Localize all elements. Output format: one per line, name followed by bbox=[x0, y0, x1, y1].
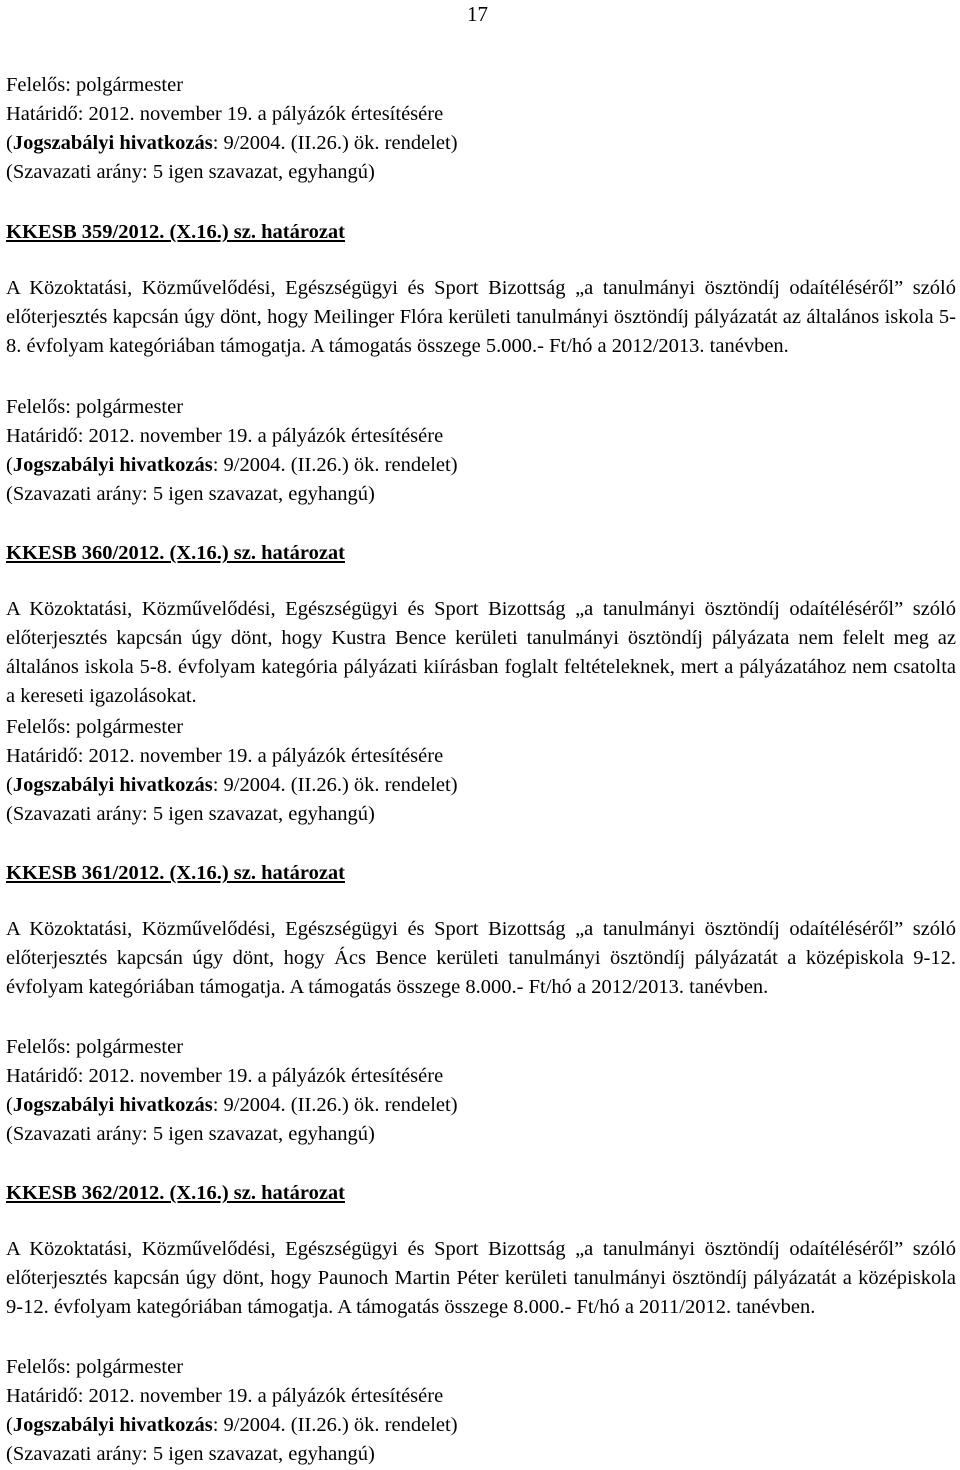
vote-ratio-line: (Szavazati arány: 5 igen szavazat, egyhangú) bbox=[6, 803, 375, 825]
legal-reference-open: ( bbox=[6, 1094, 13, 1116]
legal-reference-line bbox=[6, 773, 458, 797]
resolution-text: A Közoktatási, Közművelődési, Egészségügyi és Sport Bizottság „a tanulmányi ösztöndíj odaítéléséről” szóló előterjesztés kapcsán úgy dönt, hogy Kustra Bence kerületi tanulmányi ösztöndíj pályázata nem felelt meg az általános iskola 5-8. évfolyam kategória pályázati kiírásban foglalt feltételeknek, mert a pályázatához nem csatolta a kereseti igazolásokat. bbox=[6, 598, 956, 707]
resolution-heading: KKESB 360/2012. (X.16.) sz. határozat bbox=[6, 542, 346, 564]
vote-ratio-line: (Szavazati arány: 5 igen szavazat, egyhangú) bbox=[6, 1123, 375, 1145]
legal-reference-open: ( bbox=[6, 1414, 13, 1436]
resolution-heading: KKESB 362/2012. (X.16.) sz. határozat bbox=[6, 1182, 346, 1204]
responsible-line: Felelős: polgármester bbox=[6, 74, 184, 96]
legal-reference-value: : 9/2004. (II.26.) ök. rendelet) bbox=[212, 1414, 458, 1436]
legal-reference-open: ( bbox=[6, 774, 13, 796]
legal-reference-line bbox=[6, 453, 458, 477]
deadline-line: Határidő: 2012. november 19. a pályázók értesítésére bbox=[6, 1065, 444, 1087]
responsible-line: Felelős: polgármester bbox=[6, 1036, 184, 1058]
legal-reference-line bbox=[6, 1093, 458, 1117]
legal-reference-line bbox=[6, 1413, 458, 1437]
vote-ratio-line: (Szavazati arány: 5 igen szavazat, egyhangú) bbox=[6, 161, 375, 183]
deadline-line: Határidő: 2012. november 19. a pályázók értesítésére bbox=[6, 745, 444, 767]
legal-reference-label: Jogszabályi hivatkozás bbox=[12, 1414, 213, 1436]
responsible-line: Felelős: polgármester bbox=[6, 396, 184, 418]
legal-reference-label: Jogszabályi hivatkozás bbox=[12, 1094, 213, 1116]
legal-reference-open: ( bbox=[6, 132, 13, 154]
resolution-text: A Közoktatási, Közművelődési, Egészségügyi és Sport Bizottság „a tanulmányi ösztöndíj odaítéléséről” szóló előterjesztés kapcsán úgy dönt, hogy Meilinger Flóra kerületi tanulmányi ösztöndíj pályázatát az általános iskola 5-8. évfolyam kategóriában támogatja. A támogatás összege 5.000.- Ft/hó a 2012/2013. tanévben. bbox=[6, 277, 956, 357]
legal-reference-value: : 9/2004. (II.26.) ök. rendelet) bbox=[212, 132, 458, 154]
resolution-text: A Közoktatási, Közművelődési, Egészségügyi és Sport Bizottság „a tanulmányi ösztöndíj odaítéléséről” szóló előterjesztés kapcsán úgy dönt, hogy Paunoch Martin Péter kerületi tanulmányi ösztöndíj pályázatát a középiskola 9-12. évfolyam kategóriában támogatja. A támogatás összege 8.000.- Ft/hó a 2011/2012. tanévben. bbox=[6, 1238, 956, 1318]
deadline-line: Határidő: 2012. november 19. a pályázók értesítésére bbox=[6, 425, 444, 447]
resolution-heading: KKESB 359/2012. (X.16.) sz. határozat bbox=[6, 221, 346, 243]
legal-reference-label: Jogszabályi hivatkozás bbox=[12, 774, 213, 796]
legal-reference-line bbox=[6, 131, 458, 155]
deadline-line: Határidő: 2012. november 19. a pályázók értesítésére bbox=[6, 103, 444, 125]
vote-ratio-line: (Szavazati arány: 5 igen szavazat, egyhangú) bbox=[6, 1443, 375, 1465]
legal-reference-open: ( bbox=[6, 454, 13, 476]
legal-reference-label: Jogszabályi hivatkozás bbox=[12, 454, 213, 476]
legal-reference-value: : 9/2004. (II.26.) ök. rendelet) bbox=[212, 774, 458, 796]
resolution-heading: KKESB 361/2012. (X.16.) sz. határozat bbox=[6, 862, 346, 884]
page-number: 17 bbox=[467, 2, 488, 26]
vote-ratio-line: (Szavazati arány: 5 igen szavazat, egyhangú) bbox=[6, 483, 375, 505]
responsible-line: Felelős: polgármester bbox=[6, 1356, 184, 1378]
deadline-line: Határidő: 2012. november 19. a pályázók értesítésére bbox=[6, 1385, 444, 1407]
legal-reference-value: : 9/2004. (II.26.) ök. rendelet) bbox=[212, 1094, 458, 1116]
legal-reference-label: Jogszabályi hivatkozás bbox=[12, 132, 213, 154]
legal-reference-value: : 9/2004. (II.26.) ök. rendelet) bbox=[212, 454, 458, 476]
resolution-text: A Közoktatási, Közművelődési, Egészségügyi és Sport Bizottság „a tanulmányi ösztöndíj odaítéléséről” szóló előterjesztés kapcsán úgy dönt, hogy Ács Bence kerületi tanulmányi ösztöndíj pályázatát a középiskola 9-12. évfolyam kategóriában támogatja. A támogatás összege 8.000.- Ft/hó a 2012/2013. tanévben. bbox=[6, 918, 956, 998]
responsible-line: Felelős: polgármester bbox=[6, 716, 184, 738]
